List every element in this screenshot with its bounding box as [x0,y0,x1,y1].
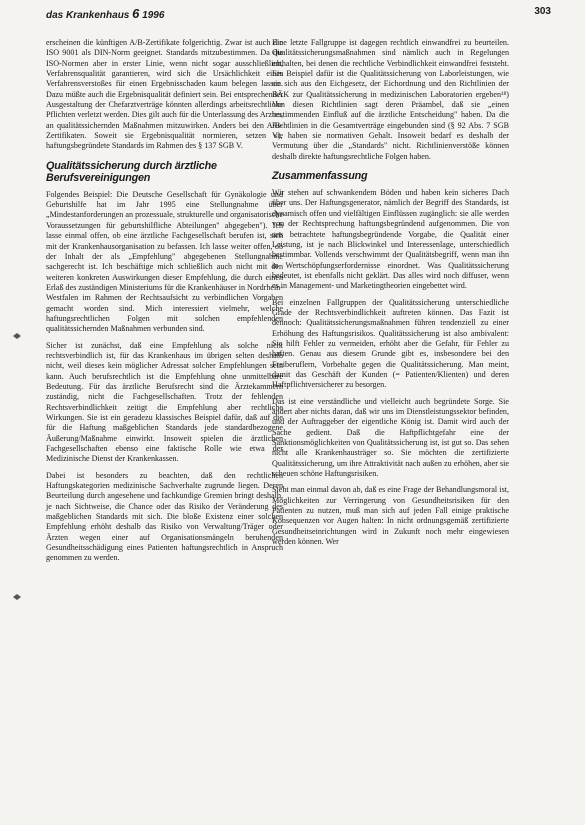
paragraph: Sieht man einmal davon ab, daß es eine Frage der Behandlungsmoral ist, Möglichkeiten zur Verringerung von Gesundheitsrisiken für den Patienten zu nutzen, muß man sich auf jeden Fall einige praktische Konsequenzen vor Augen halten: In nicht ordnungsgemäß zertifizierte Gesundheitseinrichtungen wird in Zukunft noch mehr eingewiesen werden können. Wer [272,485,509,547]
journal-name: das Krankenhaus [46,10,130,21]
left-column [46,38,283,570]
issue-number: 6 [132,6,140,21]
journal-title [46,6,164,21]
margin-mark-icon [12,331,22,341]
right-column [272,38,509,553]
paragraph: Wir stehen auf schwankendem Böden und haben kein sicheres Dach über uns. Der Haftungsgenerator, nämlich der Begriff des Standards, ist dynamisch offen und vielfältigen Einflüssen zugänglich: sie alle werden von der Rechtsprechung haftungsbegründend aufgenommen. Die von uns betrachtete haftungsbegründende Vorgabe, die Qualität einer Leistung, ist je nach Blickwinkel und Interessenlage, unterschiedlich bestimmbar. Vollends verschwimmt der Qualitätsbegriff, wenn man ihn in Wertschöpfungserfordernisse einordnet. Was Qualitätssicherung bedeutet, ist ebenfalls nicht geklärt. Das alles wird noch diffuser, wenn es in Management- und Marketingtheorien eingebettet wird. [272,188,509,291]
paragraph: Eine letzte Fallgruppe ist dagegen rechtlich einwandfrei zu beurteilen. Qualitätssicherungsmaßnahmen sind nämlich auch in Regelungen enthalten, bei denen die rechtliche Verbindlichkeit einwandfrei feststeht. Ein Beispiel dafür ist die Qualitätssicherung von Laborleistungen, wie sie sich aus den Eichgesetz, der Eichordnung und den Richtlinien der BÄK zur Qualitätssicherung in medizinischen Laboratorien ergeben¹⁸) Von diesen Richtlinien sagt deren Präambel, daß sie „einen bestimmenden Einfluß auf die ärztliche Entscheidung" haben. Da die Richtlinien in die Gesamtverträge eingebunden sind (§ 92 Abs. 7 SGB V), haben sie normativen Gehalt. Insoweit bedarf es deshalb der Vermutung über die „Standards" nicht. Richtlinienverstöße können deshalb direkte haftungsrechtliche Folgen haben. [272,38,509,161]
paragraph: Folgendes Beispiel: Die Deutsche Gesellschaft für Gynäkologie und Geburtshilfe hat im Jahr 1995 eine Stellungnahme über „Mindestanforderungen an prozessuale, strukturelle und organisatorische Voraussetzungen für geburtshilfliche Abteilungen" abgegeben"). Ich lasse einmal offen, ob eine ärztliche Fachgesellschaft berufen ist, sich mit der Krankenhausorganisation zu befassen. Ich lasse weiter offen, ob der Inhalt der als „Empfehlung" abgegebenen Stellungnahme sachgerecht ist. Ich beschäftige mich schließlich auch nicht mit den weiteren konkreten Auswirkungen dieser Empfehlung, die durch einen Erlaß des zuständigen Ministeriums für die Krankenhäuser in Nordrhein-Westfalen im Rahmen der Rechtsaufsicht zu verbindlichen Vorgaben gemacht worden sind. Mich interessiert vielmehr, welche haftungsrechtlichen Folgen mit solchen empfehlenden qualitätssichernden Maßnahmen verbunden sind. [46,189,283,334]
page-number: 303 [534,6,551,17]
section-heading-qualitaetssicherung: Qualitätssicherung durch ärztliche Berufsvereinigungen [46,159,217,184]
running-header [46,6,551,24]
margin-mark-icon [12,592,22,602]
paragraph: Dabei ist besonders zu beachten, daß den rechtlichen Haftungskategorien medizinische Sachverhalte zugrunde liegen. Deren Beurteilung durch angesehene und fachkundige Gremien bringt deshalb, je nach Sichtweise, die Chance oder das Risiko der Veränderung des maßgeblichen Standards mit sich. Die bloße Existenz einer solchen Empfehlung erhöht deshalb das Risiko von Verwaltung/Träger oder Ärzten wegen einer auf Organisationsmängeln beruhenden Gesundheitsschädigung eines Patienten haftungsrechtlich in Anspruch genommen zu werden. [46,470,283,563]
paragraph: Sicher ist zunächst, daß eine Empfehlung als solche nicht rechtsverbindlich ist, für das Krankenhaus im übrigen selten deshalb nicht, weil dieses kein möglicher Adressat solcher Empfehlungen sein kann. Auch berufsrechtlich ist die Empfehlung ohne unmittelbare Bedeutung. Für das ärztliche Berufsrecht sind die Ärztekammern zuständig, nicht die Fachgesellschaften. Trotz der fehlenden Rechtsverbindlichkeit zeitigt die Empfehlung aber rechtliche Wirkungen. Sie ist ein geradezu klassisches Beispiel dafür, daß auf die für die Haftung maßgeblichen Standards jede standardbezogene Äußerung/Maßnahme einwirkt. Insoweit spielen die ärztlichen Fachgesellschaften ebenso eine faktische Rolle wie etwa der Medizinische Dienst der Krankenkassen. [46,340,283,464]
paragraph: Bei einzelnen Fallgruppen der Qualitätssicherung unterschiedliche Grade der Rechtsverbindlichkeit auftreten können. Das Fazit ist dennoch: Qualitätssicherungsmaßnahmen führen tendenziell zu einer Erhöhung des Haftungsrisikos. Qualitätssicherung ist also ambivalent: Sie hilft Fehler zu vermeiden, erhöht aber die Gefahr, für Fehler zu haften. Genau aus diesem Grunde gibt es, insbesondere bei den Freiberuflern, Vorbehalte gegen die Qualitätssicherung. Man meint, damit das Geschäft der Kunden (= Patienten/Klienten) und deren Haftpflichtversicherer zu besorgen. [272,297,509,390]
section-heading-zusammenfassung: Zusammenfassung [272,170,368,183]
paragraph: Das ist eine verständliche und vielleicht auch begründete Sorge. Sie ändert aber nichts daran, daß wir uns im Dienstleistungssektor befinden, und der Auftraggeber der eigentliche König ist. Damit wird auch der Sache gedient. Daß die Haftpflichtgefahr eine der Sanktionsmöglichkeiten von Qualitätssicherung ist, ist gut so. Das sehen nicht alle Krankenhausträger so. Sie möchten die zertifizierte Qualitätssicherung, um ihre Attraktivität nach außen zu erhöhen, aber sie scheuen schöne Haftungsrisiken. [272,396,509,479]
issue-year: 1996 [142,10,165,21]
paragraph: erscheinen die künftigen A/B-Zertifikate folgerichtig. Zwar ist auch die ISO 9001 als DIN-Norm geeignet. Standards mitzubestimmen. Da die ISO-Normen aber in erster Linie, wenn nicht sogar ausschließlich, Verfahrensqualität garantieren, wird sich die Ursächlichkeit eines Verfahrensverstoßes für einen Ergebnisschaden kaum belegen lassen. Dazu müßte auch die Ergebnisqualität definiert sein. Bei entsprechender Ausgestaltung der Chefarztverträge könnten allerdings arbeitsrechtliche Pflichten verletzt werden. Dies gilt auch für die Unterlassung des Arztes, an qualitätssichernden Maßnahmen mitzuwirken. Anders bei den A/B-Zertifikaten. Soweit sie Ergebnisqualität normieren, setzen sie haftungsbegründete Standards im Rahmen des § 137 SGB V. [46,38,283,151]
